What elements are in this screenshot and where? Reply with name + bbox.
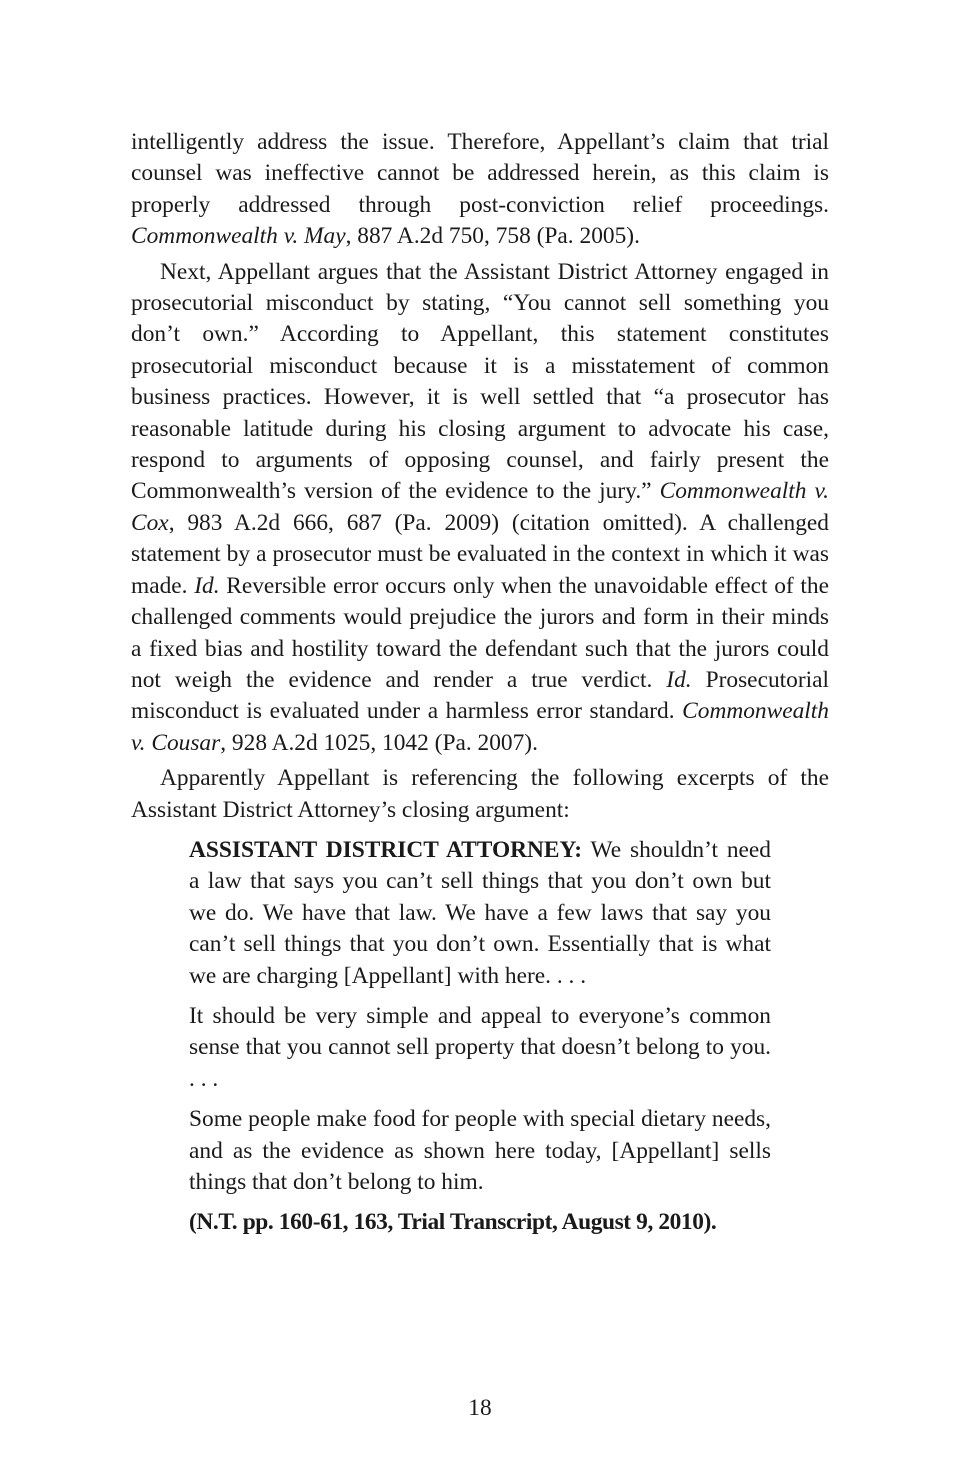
case-citation: Commonwealth v. Cox — [131, 478, 829, 536]
paragraph-text: , 887 A.2d 750, 758 (Pa. 2005). — [345, 223, 640, 250]
paragraph-prosecutorial-misconduct — [131, 257, 829, 760]
quote-paragraph: Some people make food for people with special dietary needs, and as the evidence as shown here today, [Appellant] sells things that don’t belong to him. — [189, 1106, 771, 1195]
speaker-label: ASSISTANT DISTRICT ATTORNEY: — [189, 836, 583, 863]
paragraph-text: Reversible error occurs only when the unavoidable effect of the challenged comments would prejudice the jurors and form in their minds a fixed bias and hostility toward the defendant such that the jurors could not weigh the evidence and render a true verdict. — [131, 572, 829, 693]
case-citation: Commonwealth v. May — [131, 223, 346, 250]
quote-paragraph: It should be very simple and appeal to everyone’s common sense that you cannot sell property that doesn’t belong to you. . . . — [189, 1002, 771, 1092]
document-page — [131, 127, 829, 1239]
paragraph-text: Prosecutorial misconduct is evaluated under a harmless error standard. — [131, 666, 830, 725]
paragraph-ineffective-counsel — [131, 127, 829, 253]
transcript-citation: (N.T. pp. 160-61, 163, Trial Transcript, August 9, 2010). — [189, 1209, 717, 1236]
quote-text: We shouldn’t need a law that says you can’t sell things that you don’t own but we do. We have that law. We have a few laws that say you can’t sell things that you don’t own. Essentially that is what we are charging [Appellant] with here. . . . — [189, 836, 771, 989]
paragraph-text: Next, Appellant argues that the Assistant District Attorney engaged in prosecutorial misconduct by stating, “You cannot sell something you don’t own.” According to Appellant, this statement constitutes prosecutorial misconduct because it is a misstatement of common business practices. However, it is well settled that “a prosecutor has reasonable latitude during his closing argument to advocate his case, respond to arguments of opposing counsel, and fairly present the Commonwealth’s version of the evidence to the jury.” — [131, 258, 829, 505]
paragraph-text: intelligently address the issue. Therefore, Appellant’s claim that trial counsel was ineffective cannot be addressed herein, as this claim is properly addressed through post-conviction relief proceedings. — [131, 129, 829, 218]
page-number: 18 — [468, 1395, 492, 1421]
paragraph-excerpt-intro: Apparently Appellant is referencing the following excerpts of the Assistant District Attorney’s closing argument: — [131, 765, 829, 823]
case-citation: Commonwealth v. Cousar — [131, 698, 829, 756]
paragraph-text: , 983 A.2d 666, 687 (Pa. 2009) (citation omitted). A challenged statement by a prosecutor must be evaluated in the context in which it was made. — [131, 509, 829, 599]
id-citation: Id. — [194, 572, 220, 599]
block-quote — [189, 835, 771, 1239]
quote-paragraph — [189, 835, 771, 992]
paragraph-text: , 928 A.2d 1025, 1042 (Pa. 2007). — [220, 729, 538, 756]
id-citation: Id. — [666, 666, 692, 693]
